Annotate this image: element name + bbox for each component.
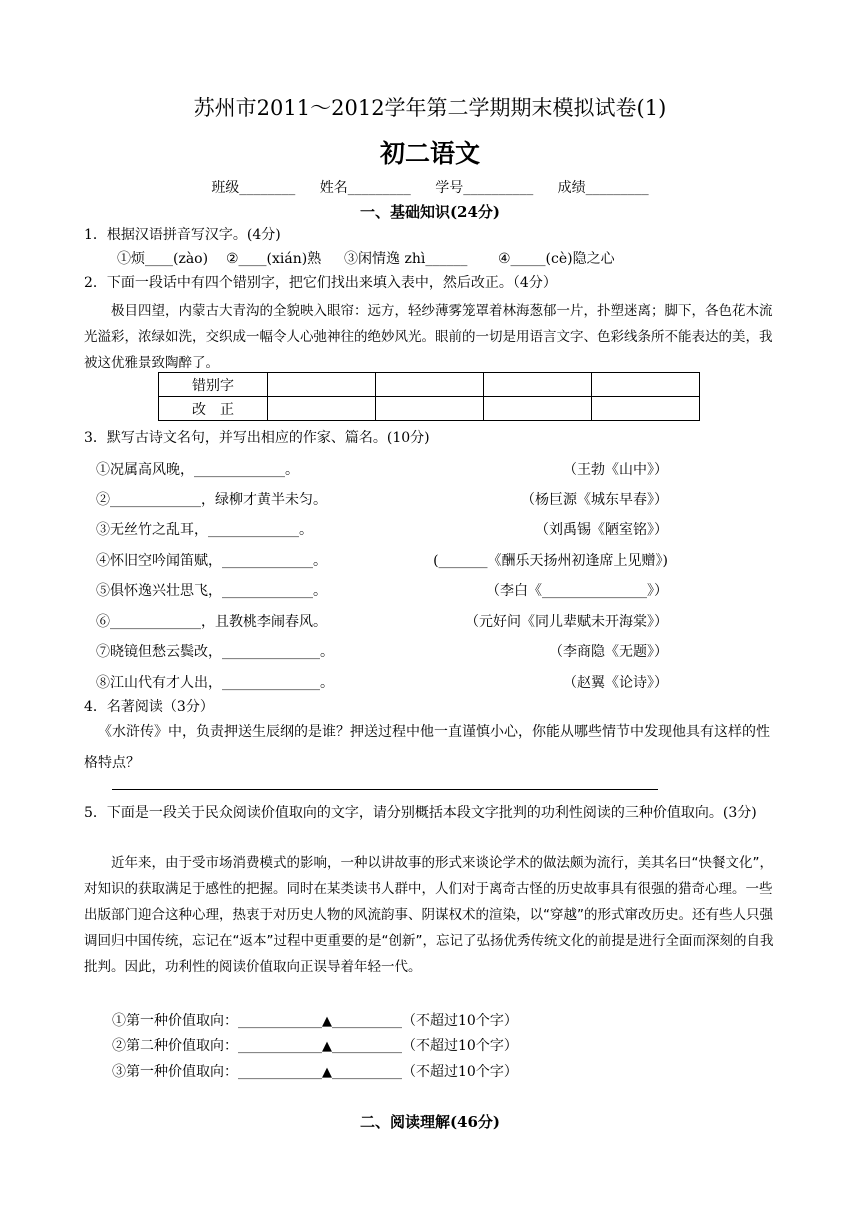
class-field[interactable]: 班级________ xyxy=(211,180,296,196)
q5-text: 5．下面是一段关于民众阅读价值取向的文字，请分别概括本段文字批判的功利性阅读的三种价值取向。(3分) xyxy=(84,805,757,821)
q1-item-1[interactable]: ①烦____(zào) xyxy=(117,251,209,267)
poem-line-1[interactable]: ①况属高风晚，_____________。 xyxy=(96,462,299,478)
answer-note: （不超过10个字） xyxy=(402,1013,518,1029)
triangle-icon: ▲ xyxy=(322,1039,332,1054)
answer-cell[interactable] xyxy=(484,373,592,397)
poem-line-4[interactable]: ④怀旧空吟闻笛赋，_____________。 xyxy=(96,553,327,569)
q5-answer-1[interactable] xyxy=(112,1010,518,1030)
exam-title: 苏州市2011～2012学年第二学期期末模拟试卷(1) xyxy=(193,96,667,120)
answer-note: （不超过10个字） xyxy=(402,1038,518,1054)
poem-source-5[interactable]: （李白《_______________》） xyxy=(486,583,668,599)
poem-source-4[interactable]: (_______《酬乐天扬州初逢席上见赠》) xyxy=(433,553,668,569)
answer-cell[interactable] xyxy=(376,397,484,421)
q5-answer-3[interactable] xyxy=(112,1061,518,1081)
subject-title: 初二语文 xyxy=(379,139,480,168)
q2-text: 2．下面一段话中有四个错别字，把它们找出来填入表中，然后改正。（4分） xyxy=(84,275,557,291)
poem-source-1: （王勃《山中》） xyxy=(563,462,668,478)
poem-source-3: （刘禹锡《陋室铭》） xyxy=(535,522,668,538)
q4-answer-line[interactable] xyxy=(112,789,658,790)
student-id-field[interactable]: 学号__________ xyxy=(435,180,534,196)
poem-line-5[interactable]: ⑤俱怀逸兴壮思飞，_____________。 xyxy=(96,583,327,599)
answer-cell[interactable] xyxy=(592,373,700,397)
correction-header: 改 正 xyxy=(159,397,268,421)
answer-cell[interactable] xyxy=(268,373,376,397)
answer-note: （不超过10个字） xyxy=(402,1064,518,1080)
answer-blank[interactable]: __________ xyxy=(332,1013,402,1029)
answer-label: ②第二种价值取向： xyxy=(112,1038,238,1054)
q1-item-4[interactable]: ④_____(cè)隐之心 xyxy=(498,251,615,267)
wrong-char-header: 错别字 xyxy=(159,373,268,397)
q1-item-2[interactable]: ②____(xián)熟 xyxy=(226,251,322,267)
poem-line-3[interactable]: ③无丝竹之乱耳，_____________。 xyxy=(96,522,313,538)
section2-title: 二、阅读理解(46分) xyxy=(359,1113,501,1131)
poem-line-7[interactable]: ⑦晓镜但愁云鬓改，______________。 xyxy=(96,644,334,660)
answer-blank[interactable]: ____________ xyxy=(238,1064,322,1080)
correction-table xyxy=(158,372,700,421)
poem-line-2[interactable]: ②_____________，绿柳才黄半未匀。 xyxy=(96,492,327,508)
answer-blank[interactable]: __________ xyxy=(332,1038,402,1054)
triangle-icon: ▲ xyxy=(322,1065,332,1080)
answer-blank[interactable]: ____________ xyxy=(238,1013,322,1029)
answer-cell[interactable] xyxy=(268,397,376,421)
poem-source-8: （赵翼《论诗》） xyxy=(563,675,668,691)
q5-passage: 近年来，由于受市场消费模式的影响，一种以讲故事的形式来谈论学术的做法颇为流行，美其名曰“快餐文化”，对知识的获取满足于感性的把握。同时在某类读书人群中，人们对于离奇古怪的历史故事具有很强的猎奇心理。一些出版部门迎合这种心理，热衷于对历史人物的风流韵事、阴谋权术的渲染，以“穿越”的形式窜改历史。还有些人只强调回归中国传统，忘记在“返本”过程中更重要的是“创新”，忘记了弘扬优秀传统文化的前提是进行全面而深刻的自我批判。因此，功利性的阅读价值取向正误导着年轻一代。 xyxy=(84,855,774,975)
table-row xyxy=(159,397,700,421)
poem-source-7: （李商隐《无题》） xyxy=(549,644,668,660)
q4-question: 《水浒传》中，负责押送生辰纲的是谁？押送过程中他一直谨慎小心，你能从哪些情节中发现他具有这样的性格特点？ xyxy=(84,724,770,771)
score-field[interactable]: 成绩_________ xyxy=(557,180,649,196)
triangle-icon: ▲ xyxy=(322,1014,332,1029)
q1-text: 1．根据汉语拼音写汉字。(4分) xyxy=(84,227,281,243)
poem-line-6[interactable]: ⑥_____________，且教桃李闹春风。 xyxy=(96,614,327,630)
student-info-row xyxy=(0,177,860,197)
answer-cell[interactable] xyxy=(376,373,484,397)
q2-passage: 极目四望，内蒙古大青沟的全貌映入眼帘：远方，轻纱薄雾笼罩着林海葱郁一片，扑塑迷离；脚下，各色花木流光溢彩，浓绿如洗，交织成一幅令人心弛神往的绝妙风光。眼前的一切是用语言文字、色彩线条所不能表达的美，我被这优雅景致陶醉了。 xyxy=(84,303,773,371)
answer-blank[interactable]: ____________ xyxy=(238,1038,322,1054)
answer-label: ③第一种价值取向： xyxy=(112,1064,238,1080)
poem-source-6: （元好问《同儿辈赋未开海棠》） xyxy=(465,614,668,630)
answer-blank[interactable]: __________ xyxy=(332,1064,402,1080)
poem-line-8[interactable]: ⑧江山代有才人出，______________。 xyxy=(96,675,334,691)
q4-text: 4．名著阅读（3分） xyxy=(84,699,214,715)
name-field[interactable]: 姓名_________ xyxy=(319,180,411,196)
answer-cell[interactable] xyxy=(592,397,700,421)
answer-label: ①第一种价值取向： xyxy=(112,1013,238,1029)
section1-title: 一、基础知识(24分) xyxy=(359,203,501,221)
table-row xyxy=(159,373,700,397)
answer-cell[interactable] xyxy=(484,397,592,421)
q3-text: 3．默写古诗文名句，并写出相应的作家、篇名。(10分) xyxy=(84,430,430,446)
poem-source-2: （杨巨源《城东早春》） xyxy=(521,492,668,508)
q5-answer-2[interactable] xyxy=(112,1035,518,1055)
q1-item-3[interactable]: ③闲情逸 zhì______ xyxy=(344,251,468,267)
